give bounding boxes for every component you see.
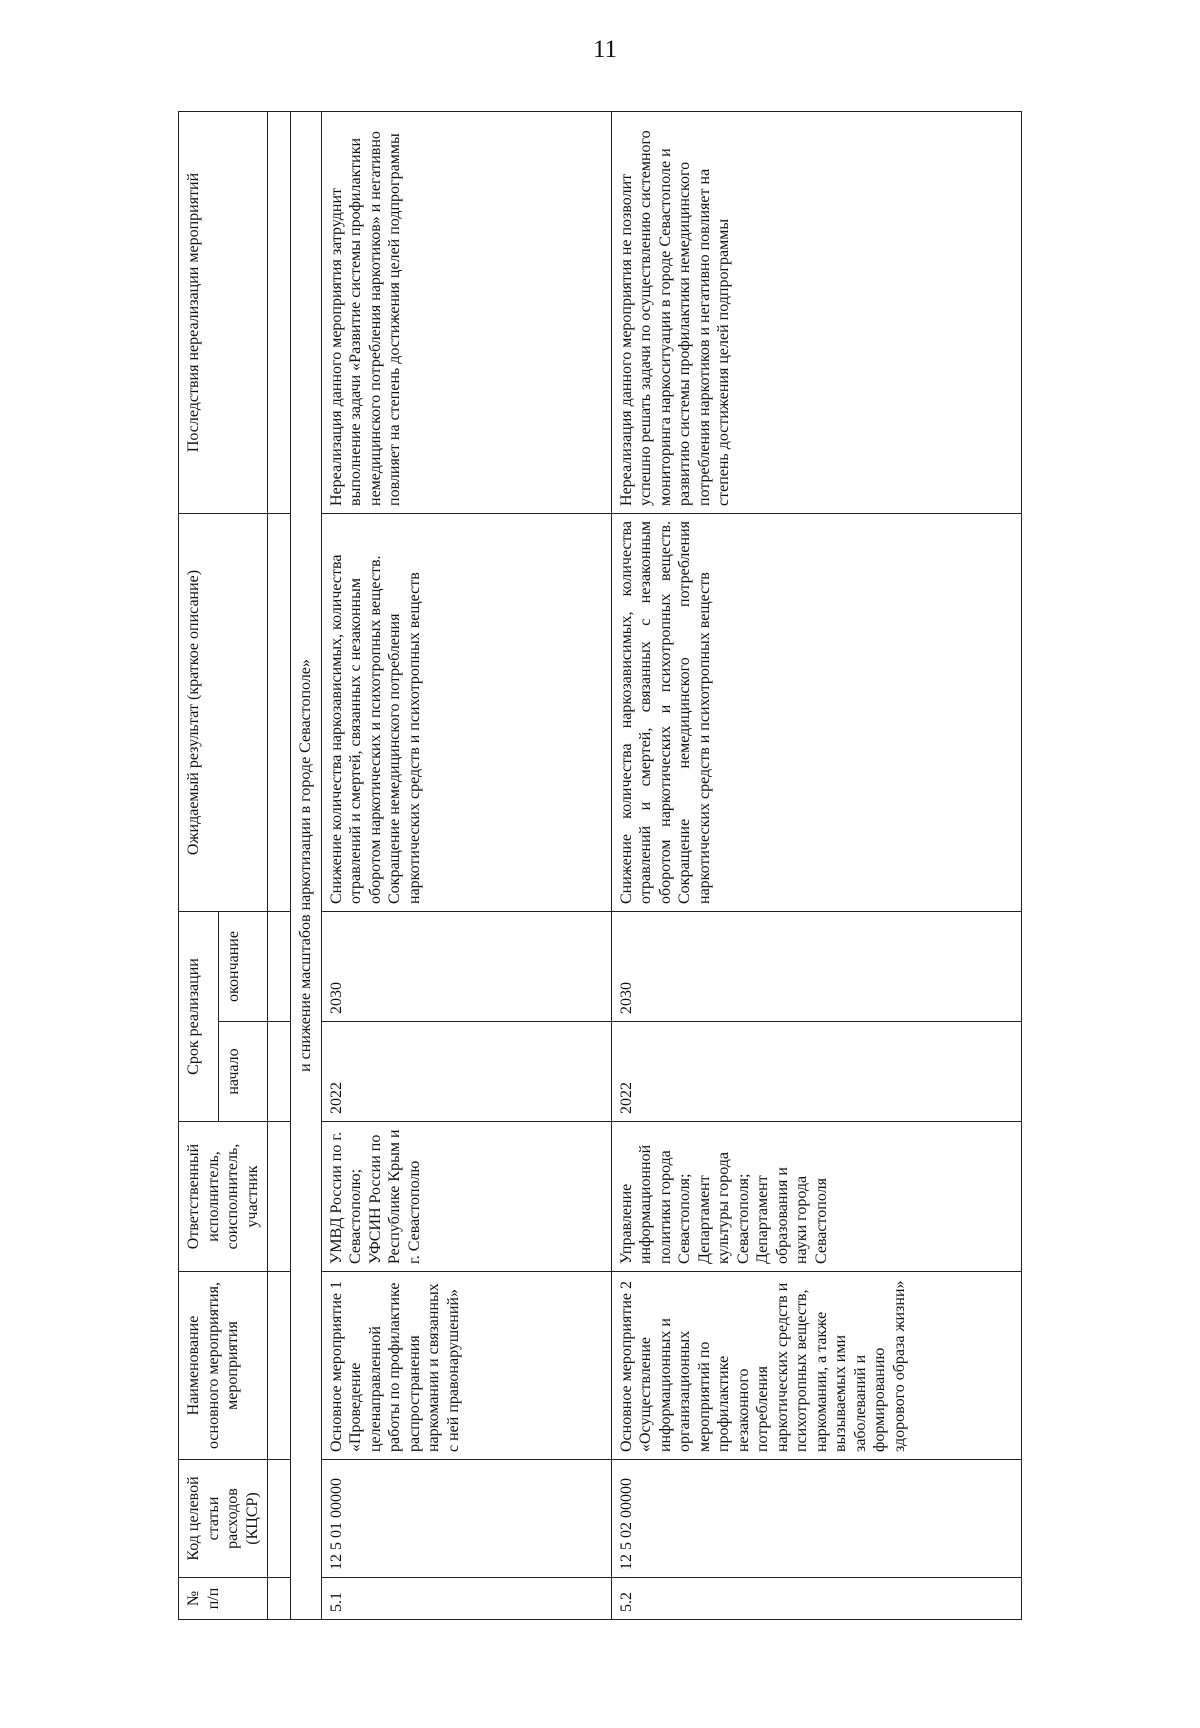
row-start: 2022 [611, 1022, 1021, 1122]
header-responsible: Ответственный исполнитель, соисполнитель, участник [179, 1122, 268, 1272]
row-code: 12 5 02 00000 [611, 1460, 1021, 1578]
page-number: 11 [592, 36, 618, 63]
header-num: № п/п [179, 1578, 268, 1620]
header-start: начало [218, 1022, 267, 1122]
header-code: Код целевой статьи расходов (КЦСР) [179, 1460, 268, 1578]
header-name: Наименование основного мероприятия, мероприятия [179, 1272, 268, 1460]
row-responsible: УМВД России по г. Севастополю; УФСИН России по Республике Крым и г. Севастополю [321, 1122, 611, 1272]
header-result: Ожидаемый результат (краткое описание) [179, 513, 268, 911]
row-num: 5.2 [611, 1578, 1021, 1620]
header-end: окончание [218, 911, 267, 1021]
row-end: 2030 [611, 911, 1021, 1021]
row-consequences: Нереализация данного мероприятия затруднит выполнение задачи «Развитие системы профилактики немедицинского потребления наркотиков» и негативно повлияет на степень достижения целей подпрограммы [321, 111, 611, 513]
section-title-row [291, 111, 322, 1619]
row-consequences: Нереализация данного мероприятия не позволит успешно решать задачи по осуществлению системного мониторинга наркоситуации в городе Севастополе и развитию системы профилактики немедицинского потребления наркотиков и негативно повлияет на степень достижения целей подпрограммы [611, 111, 1021, 513]
row-responsible: Управление информационной политики города Севастополя; Департамент культуры города Севастополя; Департамент образования и науки города Севастополя [611, 1122, 1021, 1272]
row-name: Основное мероприятие 2 «Осуществление информационных и организационных мероприятий по профилактике незаконного потребления наркотических средств и психотропных веществ, наркомании, а также вызываемых ими заболеваний и формированию здорового образа жизни» [611, 1272, 1021, 1460]
row-result: Снижение количества наркозависимых, количества отравлений и смертей, связанных с незаконным оборотом наркотических и психотропных веществ. Сокращение немедицинского потребления наркотических средств и психотропных веществ [321, 513, 611, 911]
header-consequences: Последствия нереализации мероприятий [179, 111, 268, 513]
table-row [611, 111, 1021, 1619]
measures-table [178, 111, 1022, 1620]
row-start: 2022 [321, 1022, 611, 1122]
header-period: Срок реализации [179, 911, 219, 1121]
row-result: Снижение количества наркозависимых, количества отравлений и смертей, связанных с незаконным оборотом наркотических и психотропных веществ. Сокращение немедицинского потребления наркотических средств и психотропных веществ [611, 513, 1021, 911]
row-num: 5.1 [321, 1578, 611, 1620]
blank-row [268, 111, 291, 1619]
row-end: 2030 [321, 911, 611, 1021]
row-code: 12 5 01 00000 [321, 1460, 611, 1578]
rotated-table-container [178, 112, 1078, 1620]
section-title: и снижение масштабов наркотизации в городе Севастополе» [291, 111, 322, 1619]
row-name: Основное мероприятие 1 «Проведение целенаправленной работы по профилактике распространения наркомании и связанных с ней правонарушений» [321, 1272, 611, 1460]
table-row [321, 111, 611, 1619]
